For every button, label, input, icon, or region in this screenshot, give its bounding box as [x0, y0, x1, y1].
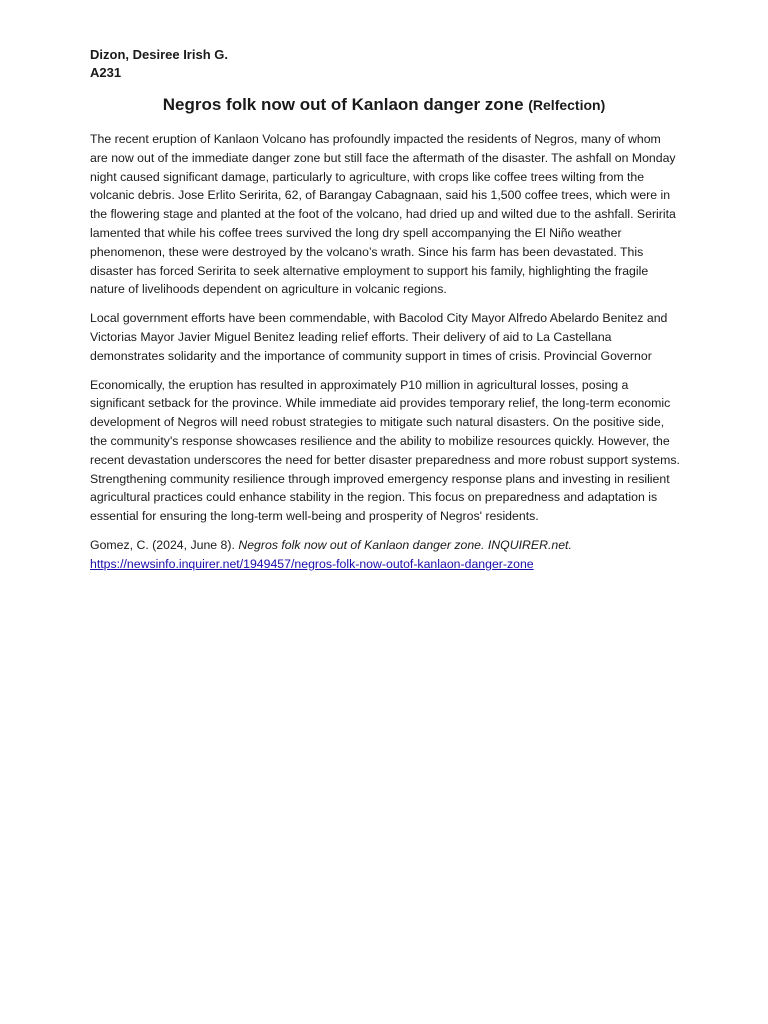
title-main: Negros folk now out of Kanlaon danger zone — [162, 95, 529, 114]
reference — [90, 536, 680, 574]
section-code: A231 — [90, 65, 122, 80]
document-body — [90, 130, 680, 584]
reference-prefix: Gomez, C. (2024, June 8). — [90, 537, 239, 552]
reference-title: Negros folk now out of Kanlaon danger zone. INQUIRER.net. — [238, 537, 572, 552]
document-title — [0, 95, 768, 115]
author-name: Dizon, Desiree Irish G. — [90, 47, 228, 62]
paragraph-3: Economically, the eruption has resulted in approximately P10 million in agricultural losses, posing a significant setback for the province. While immediate aid provides temporary relief, the long-term economic development of Negros will need robust strategies to mitigate such natural disasters. On the positive side, the community's response showcases resilience and the ability to mobilize resources quickly. However, the recent devastation underscores the need for better disaster preparedness and more robust support systems. Strengthening community resilience through improved emergency response plans and investing in resilient agricultural practices could enhance stability in the region. This focus on preparedness and adaptation is essential for ensuring the long-term well-being and prosperity of Negros' residents. — [90, 377, 680, 524]
title-subtitle: (Relfection) — [528, 97, 606, 113]
author-block — [90, 46, 228, 82]
reference-link[interactable]: https://newsinfo.inquirer.net/1949457/negros-folk-now-outof-kanlaon-danger-zone — [90, 556, 534, 571]
paragraph-1: The recent eruption of Kanlaon Volcano has profoundly impacted the residents of Negros, many of whom are now out of the immediate danger zone but still face the aftermath of the disaster. The ashfall on Monday night caused significant damage, particularly to agriculture, with crops like coffee trees wilting from the volcanic debris. Jose Erlito Seririta, 62, of Barangay Cabagnaan, said his 1,500 coffee trees, which were in the flowering stage and planted at the foot of the volcano, had dried up and wilted due to the ashfall. Seririta lamented that while his coffee trees survived the long dry spell accompanying the El Niño weather phenomenon, these were destroyed by the volcano’s wrath. Since his farm has been devastated. This disaster has forced Seririta to seek alternative employment to support his family, highlighting the fragile nature of livelihoods dependent on agriculture in volcanic regions. — [90, 132, 676, 297]
paragraph-2: Local government efforts have been commendable, with Bacolod City Mayor Alfredo Abelardo Benitez and Victorias Mayor Javier Miguel Benitez leading relief efforts. Their delivery of aid to La Castellana demonstrates solidarity and the importance of community support in times of crisis. Provincial Governor — [90, 311, 668, 363]
